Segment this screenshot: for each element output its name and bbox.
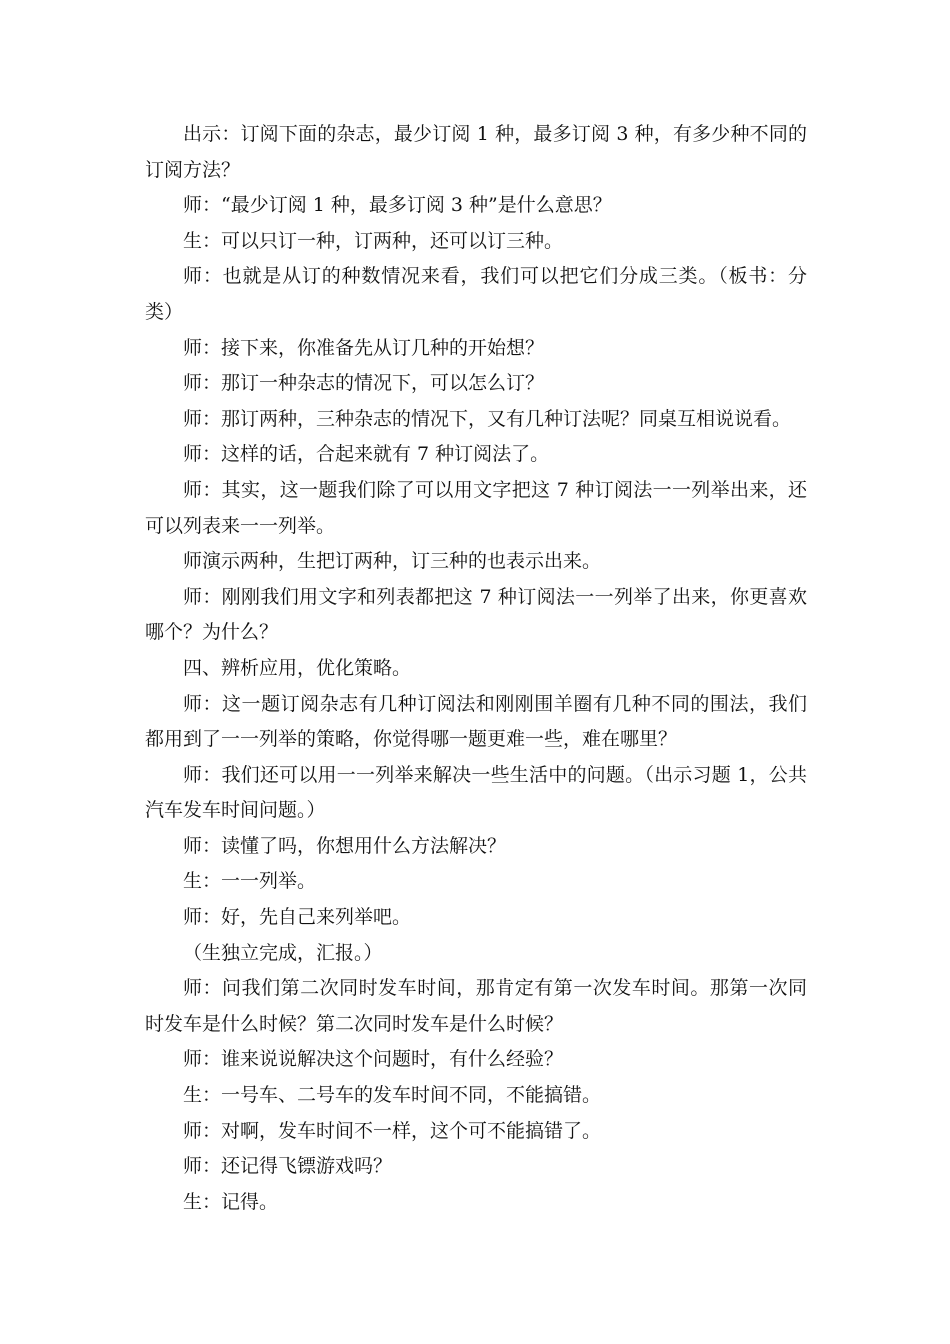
- paragraph: 师演示两种，生把订两种，订三种的也表示出来。: [183, 550, 602, 573]
- paragraph: 师：这一题订阅杂志有几种订阅法和刚刚围羊圈有几种不同的围法，我们都用到了一一列举的策略，你觉得哪一题更难一些，难在哪里？: [145, 692, 807, 751]
- paragraph: 生：记得。: [183, 1190, 279, 1213]
- paragraph: 师：那订两种，三种杂志的情况下，又有几种订法呢？同桌互相说说看。: [183, 407, 792, 430]
- paragraph: 师：还记得飞镖游戏吗？: [183, 1155, 393, 1178]
- paragraph: 师：其实，这一题我们除了可以用文字把这 7 种订阅法一一列举出来，还可以列表来一一列举。: [145, 478, 807, 537]
- paragraph: 师：那订一种杂志的情况下，可以怎么订？: [183, 372, 545, 395]
- paragraph: 师：接下来，你准备先从订几种的开始想？: [183, 336, 545, 359]
- paragraph: 师：我们还可以用一一列举来解决一些生活中的问题。（出示习题 1，公共汽车发车时间问题。）: [145, 763, 807, 822]
- paragraph: 师：也就是从订的种数情况来看，我们可以把它们分成三类。（板书：分类）: [145, 265, 807, 323]
- paragraph: 师：好，先自己来列举吧。: [183, 906, 412, 929]
- lesson-transcript: [145, 117, 807, 1220]
- paragraph: 师：对啊，发车时间不一样，这个可不能搞错了。: [183, 1119, 602, 1142]
- paragraph: 师：读懂了吗，你想用什么方法解决？: [183, 834, 507, 857]
- paragraph: 师：谁来说说解决这个问题时，有什么经验？: [183, 1048, 564, 1071]
- paragraph: 生：一号车、二号车的发车时间不同，不能搞错。: [183, 1084, 602, 1107]
- paragraph: 生：可以只订一种，订两种，还可以订三种。: [183, 229, 564, 252]
- paragraph: 师：“最少订阅 1 种，最多订阅 3 种”是什么意思？: [183, 194, 612, 217]
- paragraph: 生：一一列举。: [183, 870, 317, 893]
- paragraph: （生独立完成，汇报。）: [183, 941, 383, 964]
- paragraph: 师：刚刚我们用文字和列表都把这 7 种订阅法一一列举了出来，你更喜欢哪个？为什么？: [145, 585, 807, 644]
- section-heading: 四、辨析应用，优化策略。: [183, 656, 412, 679]
- paragraph: 师：这样的话，合起来就有 7 种订阅法了。: [183, 443, 550, 466]
- paragraph: 师：问我们第二次同时发车时间，那肯定有第一次发车时间。那第一次同时发车是什么时候？第二次同时发车是什么时候？: [145, 977, 807, 1035]
- paragraph-task-prompt: 出示：订阅下面的杂志，最少订阅 1 种，最多订阅 3 种，有多少种不同的订阅方法？: [145, 123, 807, 181]
